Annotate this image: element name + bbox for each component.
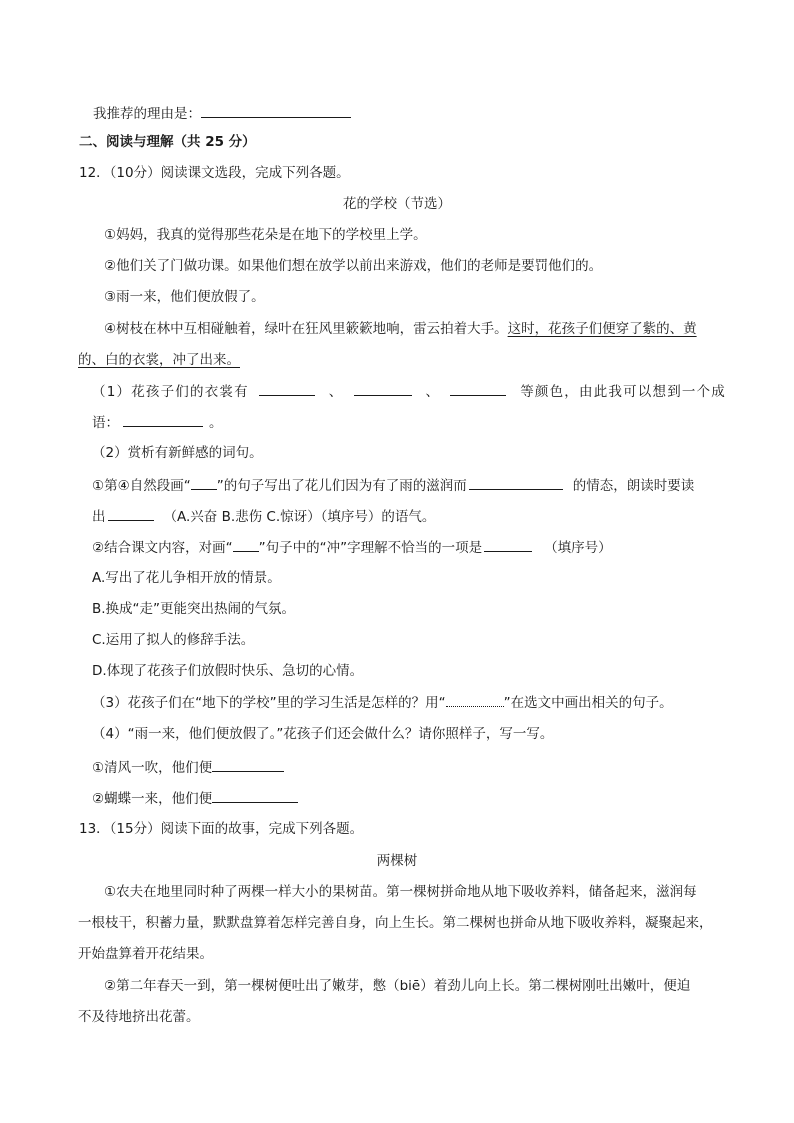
state-blank[interactable] (469, 475, 563, 490)
sub1-sep1: 、 (328, 384, 344, 400)
q13-para-1-line2: 一根枝干，积蓄力量，默默盘算着怎样完善自身，向上生长。第二棵树也拼命从地下吸收养料，凝聚起来， (78, 915, 713, 931)
q12-sub4: （4）“雨一来，他们便放假了。”花孩子们还会做什么？请你照样子，写一写。 (92, 726, 554, 742)
q12-para-2: ②他们关了门做功课。如果他们想在放学以前出来游戏，他们的老师是要罚他们的。 (104, 258, 603, 274)
breeze-blank[interactable] (212, 757, 284, 772)
sub2-1-text-d: 出 (92, 509, 106, 525)
reason-label: 我推荐的理由是： (93, 106, 201, 122)
q12-sub2-1b (92, 506, 435, 527)
q13-para-1-line3: 开始盘算着开花结果。 (78, 946, 213, 962)
para4-underlined-a: 这时，花孩子们便穿了紫的、黄 (507, 321, 697, 337)
section-heading: 二、阅读与理解（共 25 分） (79, 134, 256, 150)
option-c: C.运用了拟人的修辞手法。 (92, 632, 255, 648)
idiom-blank[interactable] (123, 412, 203, 427)
q12-para-3: ③雨一来，他们便放假了。 (104, 289, 265, 305)
sub2-1-text-a: ①第④自然段画“ (92, 478, 191, 494)
sub1-end: 。 (209, 415, 223, 431)
para4-plain: ④树枝在林中互相碰触着，绿叶在狂风里簌簌地响，雷云拍着大手。 (104, 321, 508, 337)
q13-para-1-line1: ①农夫在地里同时种了两棵一样大小的果树苗。第一棵树拼命地从地下吸收养料，储备起来，滋润每 (104, 884, 697, 900)
sub4-2-text: ②蝴蝶一来，他们便 (92, 791, 213, 807)
q12-sub1 (92, 381, 726, 402)
option-d: D.体现了花孩子们放假时快乐、急切的心情。 (92, 663, 364, 679)
q12-sub2-2 (92, 537, 612, 558)
q12-intro: 12．（10分）阅读课文选段，完成下列各题。 (79, 165, 350, 181)
sub1-text-c: 语： (92, 415, 119, 431)
mark-blank-2[interactable] (233, 537, 259, 552)
q12-sub4-1 (92, 757, 284, 778)
choice-blank[interactable] (484, 537, 532, 552)
sub1-text-a: （1）花孩子们的衣裳有 (92, 384, 249, 400)
q12-sub2: （2）赏析有新鲜感的词句。 (92, 445, 263, 461)
sub1-text-b: 等颜色，由此我可以想到一个成 (520, 384, 727, 400)
sub2-1-text-b: ”的句子写出了花儿们因为有了雨的滋润而 (216, 478, 467, 494)
q13-para-2-line2: 不及待地挤出花蕾。 (78, 1009, 200, 1025)
sub3-text-b: ”在选文中画出相关的句子。 (503, 695, 673, 711)
q12-para-4-line1 (104, 319, 697, 339)
sub2-2-text-b: ”句子中的“冲”字理解不恰当的一项是 (258, 540, 483, 556)
q12-para-1: ①妈妈，我真的觉得那些花朵是在地下的学校里上学。 (104, 227, 427, 243)
q12-sub2-1 (92, 475, 694, 496)
mark-blank-1[interactable] (191, 475, 217, 490)
sub2-2-text-a: ②结合课文内容，对画“ (92, 540, 233, 556)
option-b: B.换成“走”更能突出热闹的气氛。 (92, 601, 296, 617)
color-blank-1[interactable] (259, 381, 315, 396)
q13-intro: 13．（15分）阅读下面的故事，完成下列各题。 (79, 821, 364, 837)
q12-sub1-idiom (92, 412, 223, 433)
para4-underlined-b: 的、白的衣裳，冲了出来。 (78, 352, 240, 368)
color-blank-3[interactable] (450, 381, 506, 396)
q12-para-4-line2 (78, 350, 240, 370)
q12-passage-title: 花的学校（节选） (343, 196, 451, 212)
wavy-line-mark (446, 696, 504, 707)
q13-para-2-line1: ②第二年春天一到，第一棵树便吐出了嫩芽，憋（biē）着劲儿向上长。第二棵树刚吐出嫩叶，便迫 (104, 978, 691, 994)
butterfly-blank[interactable] (212, 788, 298, 803)
reason-line (93, 103, 351, 124)
q13-passage-title: 两棵树 (376, 853, 418, 869)
sub2-2-text-c: （填序号） (544, 540, 612, 556)
q12-sub4-2 (92, 788, 298, 809)
option-a: A.写出了花儿争相开放的情景。 (92, 570, 281, 586)
reason-blank[interactable] (201, 103, 351, 118)
sub1-sep2: 、 (425, 384, 441, 400)
tone-blank[interactable] (108, 506, 154, 521)
sub4-1-text: ①清风一吹，他们便 (92, 760, 213, 776)
sub2-1-text-e: （A.兴奋 B.悲伤 C.惊讶）（填序号）的语气。 (163, 509, 436, 525)
sub2-1-text-c: 的情态，朗读时要读 (572, 478, 695, 494)
sub3-text-a: （3）花孩子们在“地下的学校”里的学习生活是怎样的？用“ (92, 695, 446, 711)
color-blank-2[interactable] (354, 381, 412, 396)
q12-sub3 (92, 693, 673, 713)
